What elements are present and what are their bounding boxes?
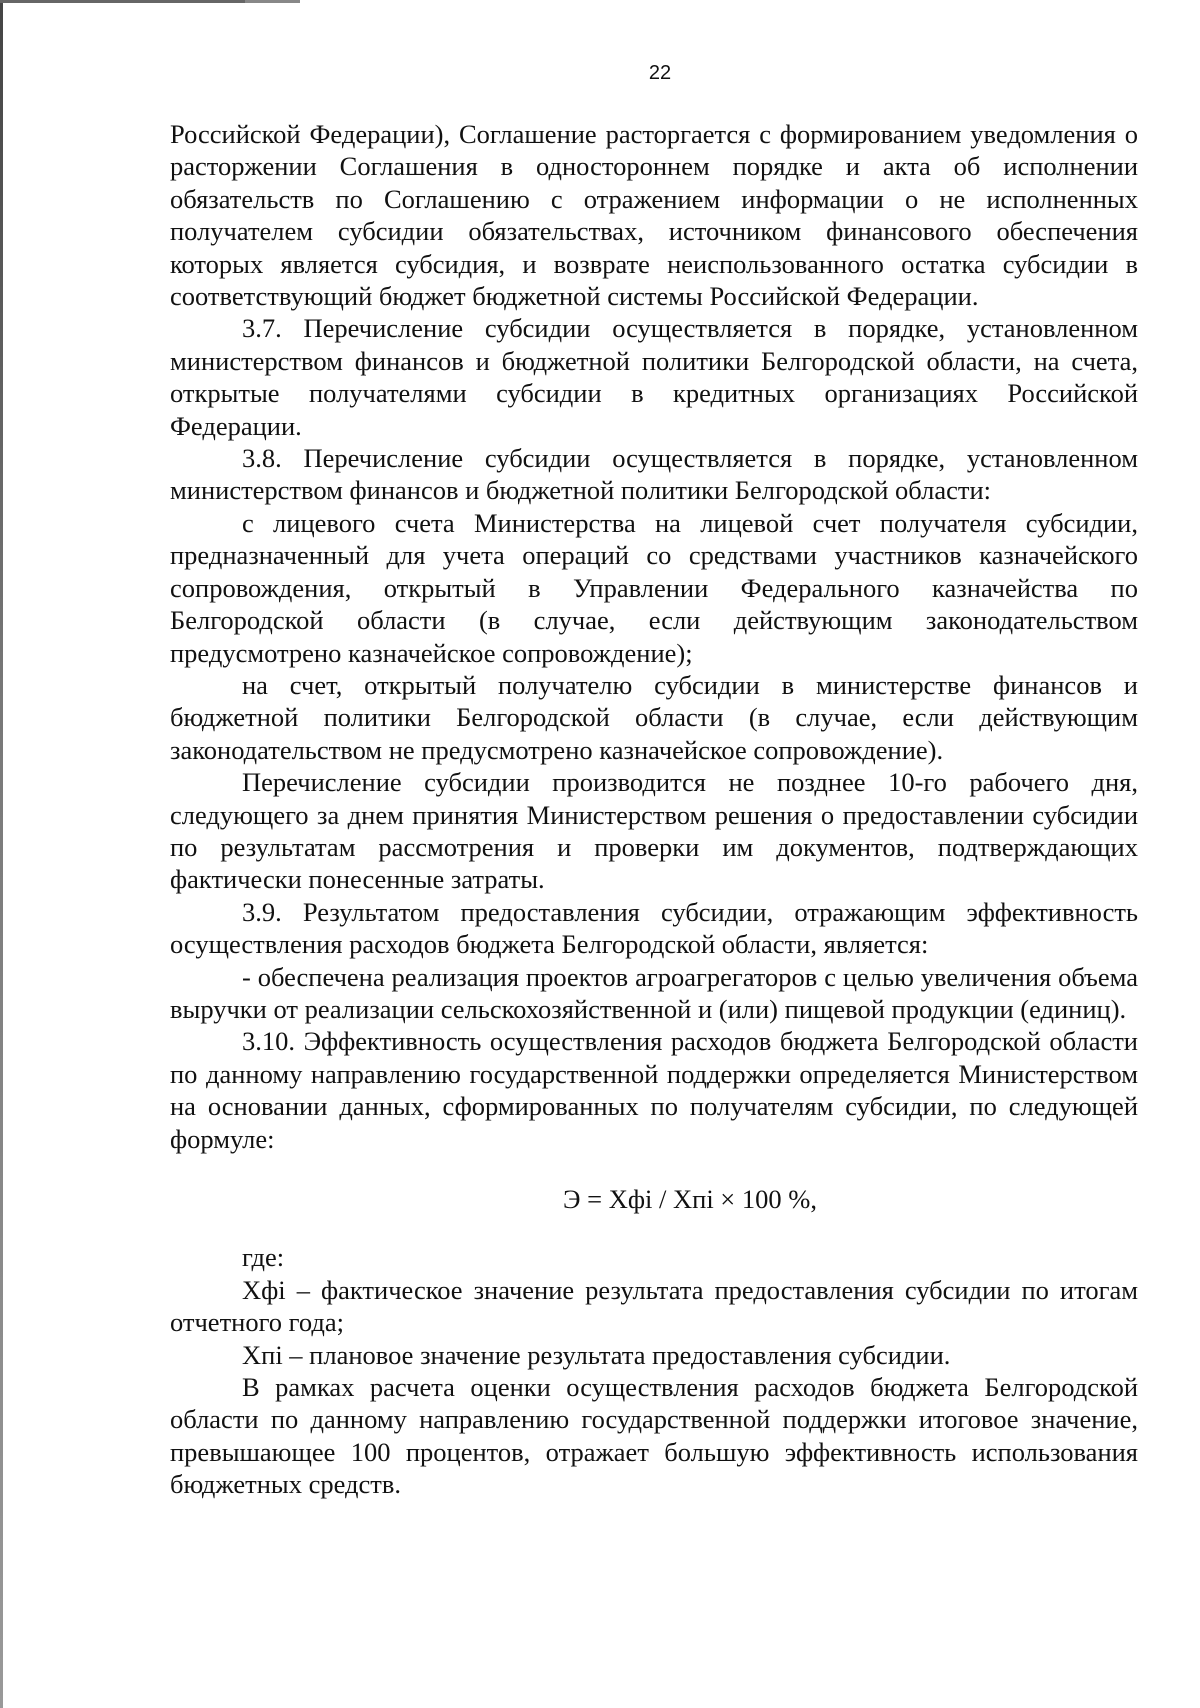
scan-edge-top-segment [245,0,300,3]
page-number: 22 [648,62,672,84]
paragraph-3-8: 3.8. Перечисление субсидии осуществляется в порядке, установленном министерством финансов и бюджетной политики Белгородской области: [170,443,1138,506]
paragraph-3-10: 3.10. Эффективность осуществления расходов бюджета Белгородской области по данному направлению государственной поддержки определяется Министерством на основании данных, сформированных по получателям субсидии, по следующей формуле: [170,1026,1138,1154]
scan-edge-left [0,0,3,1708]
definition-actual-value: Хфi – фактическое значение результата предоставления субсидии по итогам отчетного года; [170,1274,1138,1338]
paragraph-3-8-item-1: с лицевого счета Министерства на лицевой счет получателя субсидии, предназначенный для учета операций со средствами участников казначейского сопровождения, открытый в Управлении Федерального казначейства по Белгородской области (в случае, если действующим законодательством предусмотрено казначейское сопровождение); [170,507,1138,668]
efficiency-formula: Э = Хфi / Хпi × 100 %, [563,1184,817,1214]
paragraph-transfer-deadline: Перечисление субсидии производится не позднее 10-го рабочего дня, следующего за днем принятия Министерством решения о предоставлении субсидии по результатам рассмотрения и проверки им документов, подтверждающих фактически понесенные затраты. [170,767,1138,895]
paragraph-3-9-item: - обеспечена реализация проектов агроагрегаторов с целью увеличения объема выручки от реализации сельскохозяйственной и (или) пищевой продукции (единиц). [170,961,1138,1024]
paragraph-continuation: Российской Федерации), Соглашение расторгается с формированием уведомления о расторжении Соглашения в одностороннем порядке и акта об исполнении обязательств по Соглашению с отражением информации о не исполненных получателем субсидии обязательствах, источником финансового обеспечения которых является субсидия, и возврате неиспользованного остатка субсидии в соответствующий бюджет бюджетной системы Российской Федерации. [170,119,1138,312]
paragraph-3-8-item-2: на счет, открытый получателю субсидии в министерстве финансов и бюджетной политики Белгородской области (в случае, если действующим законодательством не предусмотрено казначейское сопровождение). [170,669,1138,765]
paragraph-efficiency-conclusion: В рамках расчета оценки осуществления расходов бюджета Белгородской области по данному направлению государственной поддержки итоговое значение, превышающее 100 процентов, отражает большую эффективность использования бюджетных средств. [170,1372,1138,1500]
formula-where: где: [242,1242,285,1273]
document-body [170,118,1138,1501]
definition-planned-value: Хпi – плановое значение результата предоставления субсидии. [242,1339,951,1370]
paragraph-3-9: 3.9. Результатом предоставления субсидии, отражающим эффективность осуществления расходов бюджета Белгородской области, является: [170,896,1138,960]
paragraph-3-7: 3.7. Перечисление субсидии осуществляется в порядке, установленном министерством финансов и бюджетной политики Белгородской области, на счета, открытые получателями субсидии в кредитных организациях Российской Федерации. [170,313,1138,441]
